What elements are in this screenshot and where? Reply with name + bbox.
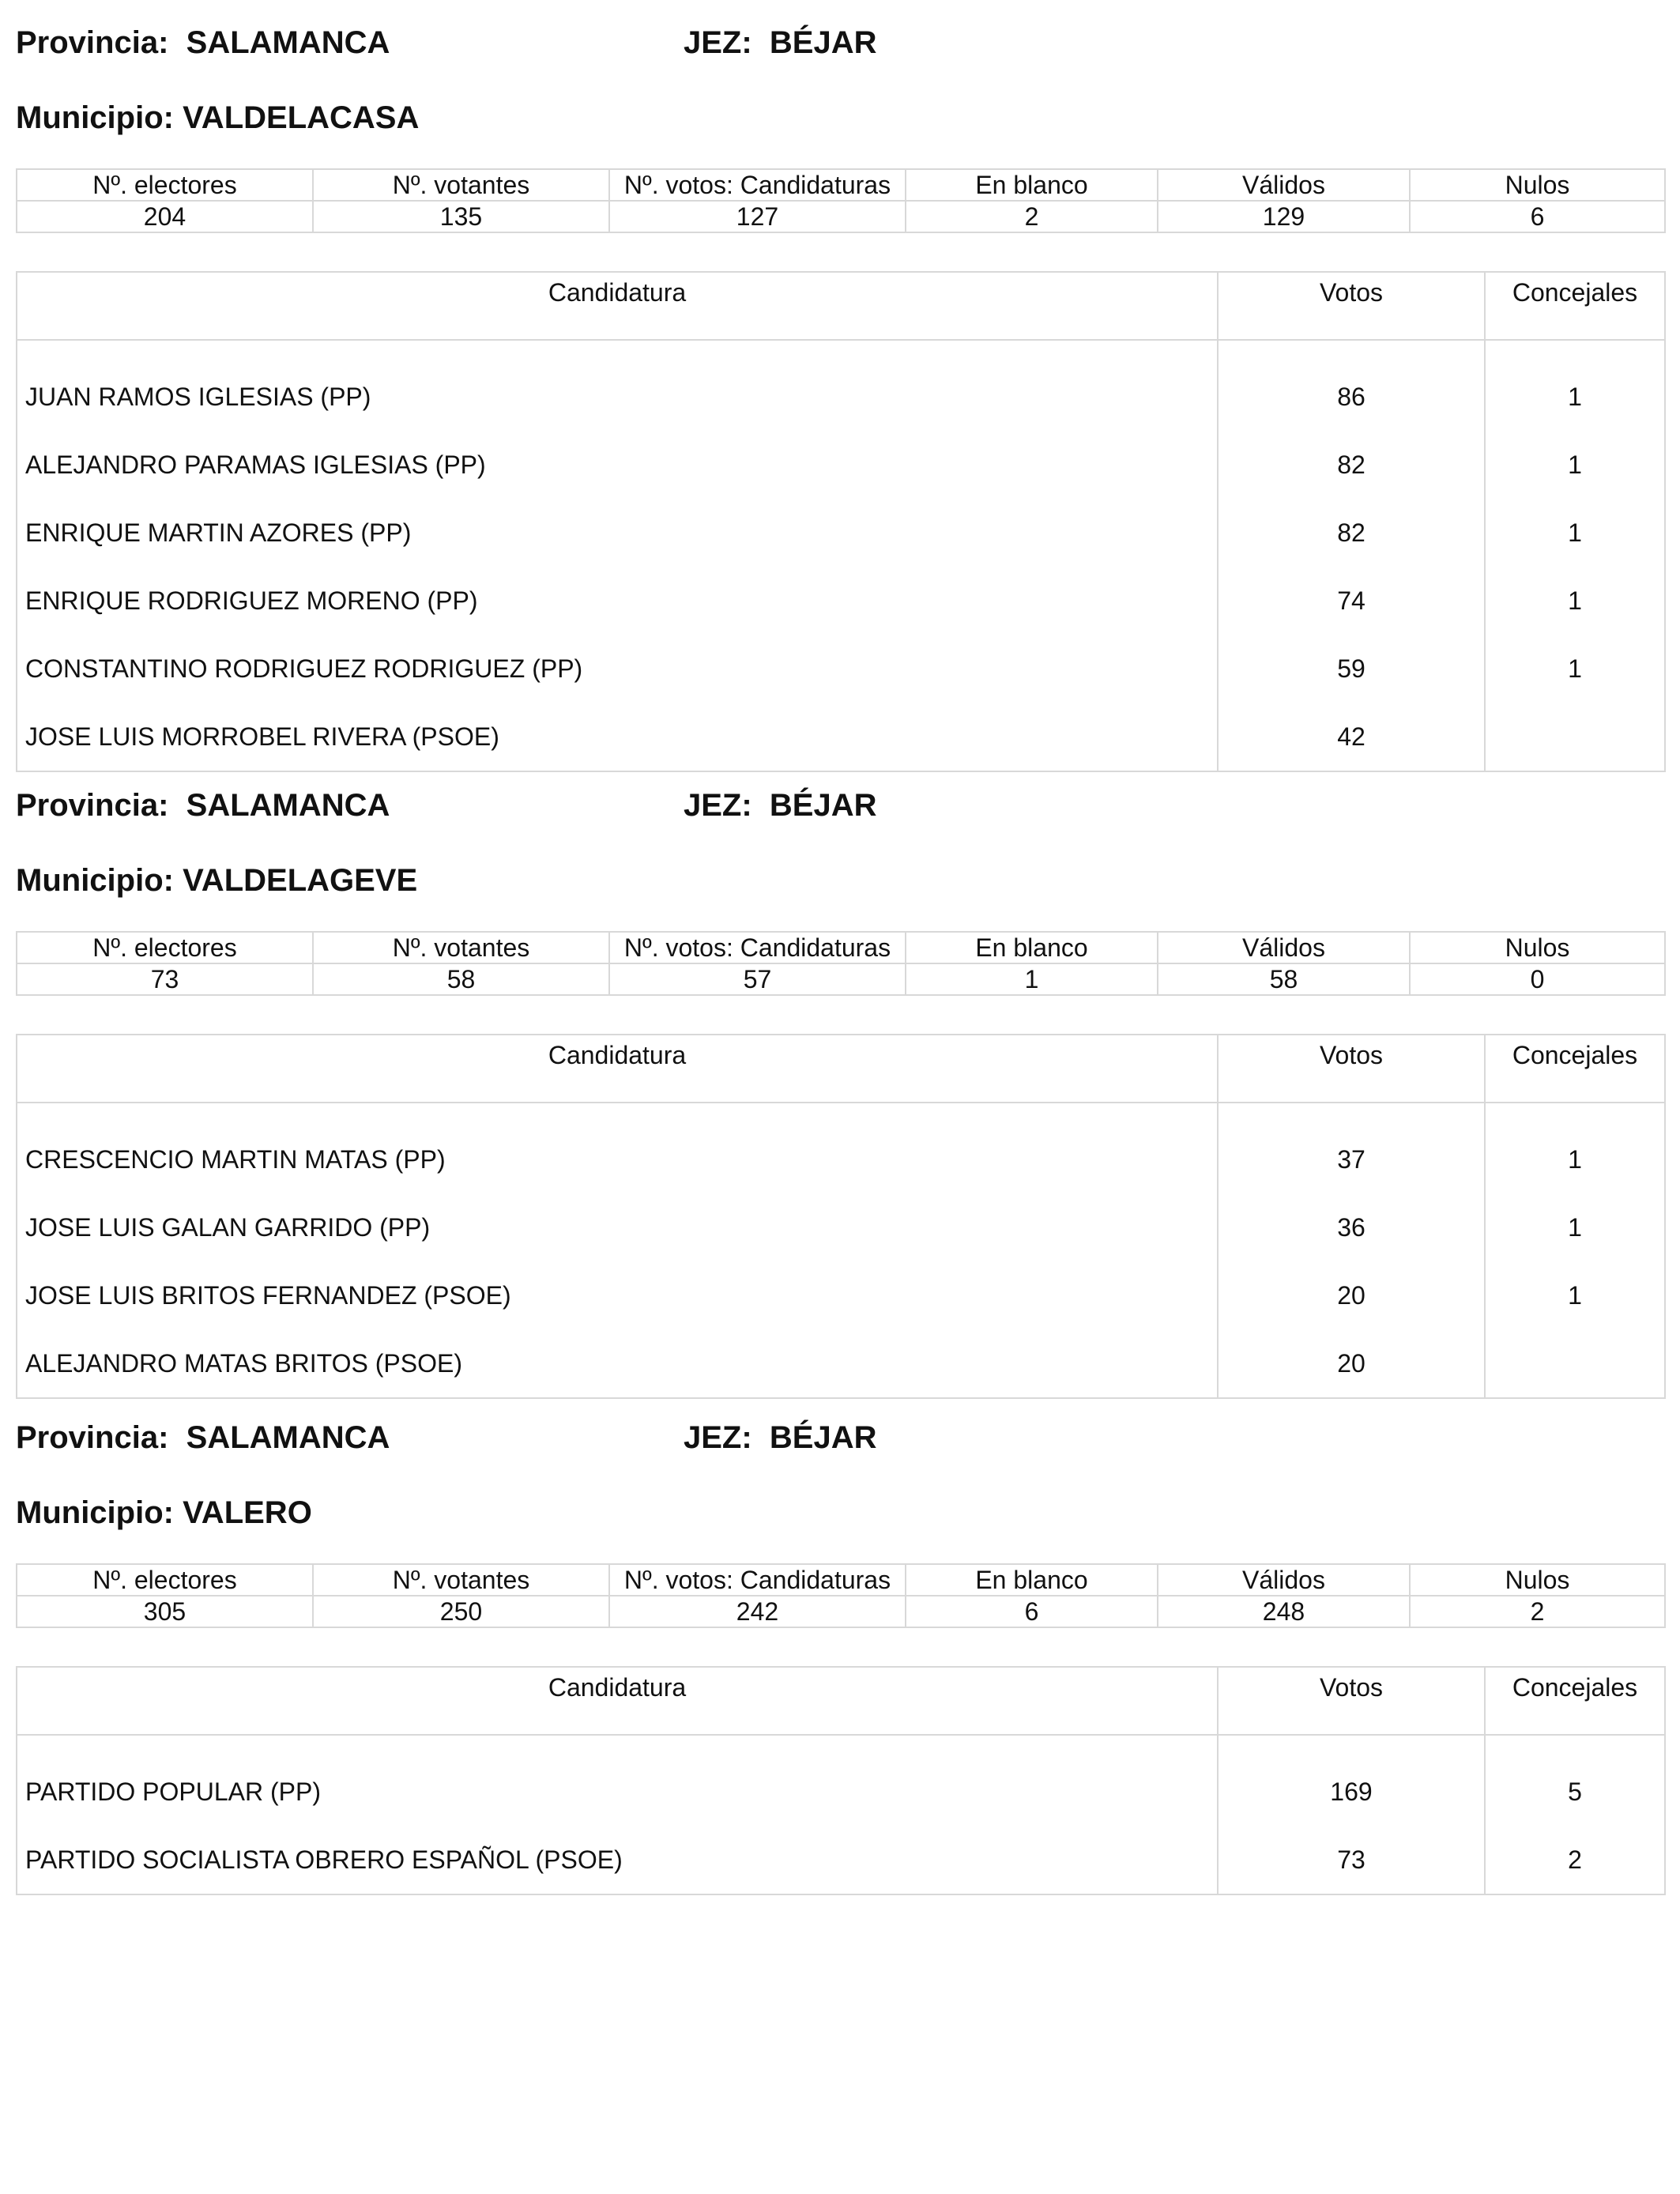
summary-table (16, 168, 1666, 233)
jez-label: JEZ: (684, 1420, 752, 1455)
provincia-value: SALAMANCA (186, 25, 390, 60)
summary-value-cell: 305 (17, 1596, 313, 1627)
candidate-row (17, 431, 1665, 499)
candidate-row (17, 1329, 1665, 1398)
candidates-table (16, 1034, 1666, 1399)
candidatura-header: Candidatura (17, 272, 1218, 340)
summary-table (16, 1563, 1666, 1628)
municipio-section-valdelageve (16, 786, 1664, 1387)
candidate-row (17, 1826, 1665, 1894)
provincia-label: Provincia: (16, 1420, 169, 1455)
municipio-label: Municipio: (16, 100, 174, 135)
municipio-value: VALDELAGEVE (183, 863, 418, 898)
summary-header-cell: Válidos (1158, 169, 1410, 201)
provincia-line (16, 786, 390, 824)
candidate-name: ALEJANDRO MATAS BRITOS (PSOE) (17, 1329, 1218, 1398)
provincia-label: Provincia: (16, 788, 169, 823)
candidates-header-row (17, 1035, 1665, 1103)
summary-value-cell: 58 (1158, 963, 1410, 995)
candidate-concejales: 5 (1485, 1758, 1665, 1826)
provincia-label: Provincia: (16, 25, 169, 60)
summary-header-cell: Nº. electores (17, 1564, 313, 1596)
summary-header-cell: Nº. votantes (313, 932, 609, 963)
candidate-row (17, 703, 1665, 771)
candidates-table (16, 271, 1666, 772)
summary-value-cell: 57 (609, 963, 906, 995)
candidate-row (17, 363, 1665, 431)
summary-header-cell: En blanco (906, 169, 1158, 201)
summary-table (16, 931, 1666, 996)
municipio-section-valero (16, 1419, 1664, 1893)
summary-value-row (17, 1596, 1665, 1627)
candidate-votos: 59 (1218, 635, 1485, 703)
candidate-votos: 169 (1218, 1758, 1485, 1826)
summary-value-cell: 73 (17, 963, 313, 995)
municipio-label: Municipio: (16, 863, 174, 898)
candidate-row (17, 1125, 1665, 1193)
candidate-name: JUAN RAMOS IGLESIAS (PP) (17, 363, 1218, 431)
municipio-section-valdelacasa (16, 24, 1664, 751)
municipio-value: VALDELACASA (183, 100, 420, 135)
candidate-row (17, 499, 1665, 567)
summary-value-cell: 248 (1158, 1596, 1410, 1627)
concejales-header: Concejales (1485, 272, 1665, 340)
candidate-concejales: 1 (1485, 635, 1665, 703)
summary-value-cell: 135 (313, 201, 609, 232)
summary-header-cell: Nº. votantes (313, 169, 609, 201)
candidate-concejales: 1 (1485, 499, 1665, 567)
summary-header-cell: Nº. votos: Candidaturas (609, 169, 906, 201)
candidatura-header: Candidatura (17, 1667, 1218, 1735)
candidate-name: ENRIQUE RODRIGUEZ MORENO (PP) (17, 567, 1218, 635)
summary-value-cell: 58 (313, 963, 609, 995)
summary-value-cell: 6 (1410, 201, 1665, 232)
summary-header-cell: En blanco (906, 1564, 1158, 1596)
candidate-name: CONSTANTINO RODRIGUEZ RODRIGUEZ (PP) (17, 635, 1218, 703)
summary-value-cell: 127 (609, 201, 906, 232)
summary-header-cell: En blanco (906, 932, 1158, 963)
candidate-name: PARTIDO POPULAR (PP) (17, 1758, 1218, 1826)
jez-value: BÉJAR (769, 25, 877, 60)
candidate-row (17, 1193, 1665, 1261)
municipio-line (16, 1494, 312, 1532)
concejales-header: Concejales (1485, 1035, 1665, 1103)
candidate-votos: 42 (1218, 703, 1485, 771)
candidate-votos: 73 (1218, 1826, 1485, 1894)
candidates-table (16, 1666, 1666, 1895)
municipio-label: Municipio: (16, 1495, 174, 1530)
candidate-votos: 20 (1218, 1261, 1485, 1329)
spacer-row (17, 340, 1665, 363)
jez-value: BÉJAR (769, 1420, 877, 1455)
candidate-concejales: 1 (1485, 1193, 1665, 1261)
summary-value-cell: 242 (609, 1596, 906, 1627)
summary-value-cell: 204 (17, 201, 313, 232)
summary-header-row (17, 1564, 1665, 1596)
summary-value-cell: 0 (1410, 963, 1665, 995)
candidate-votos: 86 (1218, 363, 1485, 431)
jez-label: JEZ: (684, 25, 752, 60)
votos-header: Votos (1218, 1667, 1485, 1735)
candidate-concejales: 1 (1485, 431, 1665, 499)
candidate-name: JOSE LUIS BRITOS FERNANDEZ (PSOE) (17, 1261, 1218, 1329)
candidate-concejales: 1 (1485, 567, 1665, 635)
summary-value-cell: 250 (313, 1596, 609, 1627)
summary-header-row (17, 169, 1665, 201)
summary-value-cell: 2 (906, 201, 1158, 232)
candidate-row (17, 567, 1665, 635)
candidates-header-row (17, 1667, 1665, 1735)
jez-line (684, 24, 877, 62)
summary-header-cell: Nulos (1410, 1564, 1665, 1596)
summary-header-cell: Nulos (1410, 169, 1665, 201)
provincia-value: SALAMANCA (186, 1420, 390, 1455)
summary-value-cell: 2 (1410, 1596, 1665, 1627)
candidate-name: CRESCENCIO MARTIN MATAS (PP) (17, 1125, 1218, 1193)
candidate-concejales: 1 (1485, 363, 1665, 431)
summary-header-cell: Válidos (1158, 932, 1410, 963)
spacer-row (17, 1103, 1665, 1125)
municipio-line (16, 99, 419, 137)
candidate-name: PARTIDO SOCIALISTA OBRERO ESPAÑOL (PSOE) (17, 1826, 1218, 1894)
summary-value-row (17, 201, 1665, 232)
jez-value: BÉJAR (769, 788, 877, 823)
summary-value-cell: 6 (906, 1596, 1158, 1627)
summary-header-cell: Válidos (1158, 1564, 1410, 1596)
summary-value-row (17, 963, 1665, 995)
candidate-votos: 74 (1218, 567, 1485, 635)
candidate-row (17, 635, 1665, 703)
summary-value-cell: 129 (1158, 201, 1410, 232)
candidate-row (17, 1758, 1665, 1826)
candidate-name: JOSE LUIS GALAN GARRIDO (PP) (17, 1193, 1218, 1261)
summary-header-cell: Nº. votantes (313, 1564, 609, 1596)
candidate-concejales: 1 (1485, 1261, 1665, 1329)
summary-header-cell: Nº. votos: Candidaturas (609, 1564, 906, 1596)
provincia-line (16, 24, 390, 62)
candidate-concejales (1485, 1329, 1665, 1398)
candidate-concejales: 2 (1485, 1826, 1665, 1894)
candidate-name: ENRIQUE MARTIN AZORES (PP) (17, 499, 1218, 567)
summary-header-cell: Nº. electores (17, 932, 313, 963)
jez-line (684, 1419, 877, 1457)
candidatura-header: Candidatura (17, 1035, 1218, 1103)
summary-header-cell: Nº. electores (17, 169, 313, 201)
candidate-votos: 82 (1218, 431, 1485, 499)
provincia-line (16, 1419, 390, 1457)
jez-line (684, 786, 877, 824)
candidate-row (17, 1261, 1665, 1329)
candidate-votos: 20 (1218, 1329, 1485, 1398)
concejales-header: Concejales (1485, 1667, 1665, 1735)
candidate-name: JOSE LUIS MORROBEL RIVERA (PSOE) (17, 703, 1218, 771)
municipio-value: VALERO (183, 1495, 312, 1530)
candidate-concejales: 1 (1485, 1125, 1665, 1193)
votos-header: Votos (1218, 1035, 1485, 1103)
summary-header-cell: Nulos (1410, 932, 1665, 963)
summary-header-cell: Nº. votos: Candidaturas (609, 932, 906, 963)
candidate-concejales (1485, 703, 1665, 771)
summary-header-row (17, 932, 1665, 963)
candidate-votos: 37 (1218, 1125, 1485, 1193)
spacer-row (17, 1735, 1665, 1758)
candidate-votos: 82 (1218, 499, 1485, 567)
summary-value-cell: 1 (906, 963, 1158, 995)
candidate-votos: 36 (1218, 1193, 1485, 1261)
provincia-value: SALAMANCA (186, 788, 390, 823)
candidate-name: ALEJANDRO PARAMAS IGLESIAS (PP) (17, 431, 1218, 499)
candidates-header-row (17, 272, 1665, 340)
votos-header: Votos (1218, 272, 1485, 340)
jez-label: JEZ: (684, 788, 752, 823)
municipio-line (16, 861, 417, 899)
